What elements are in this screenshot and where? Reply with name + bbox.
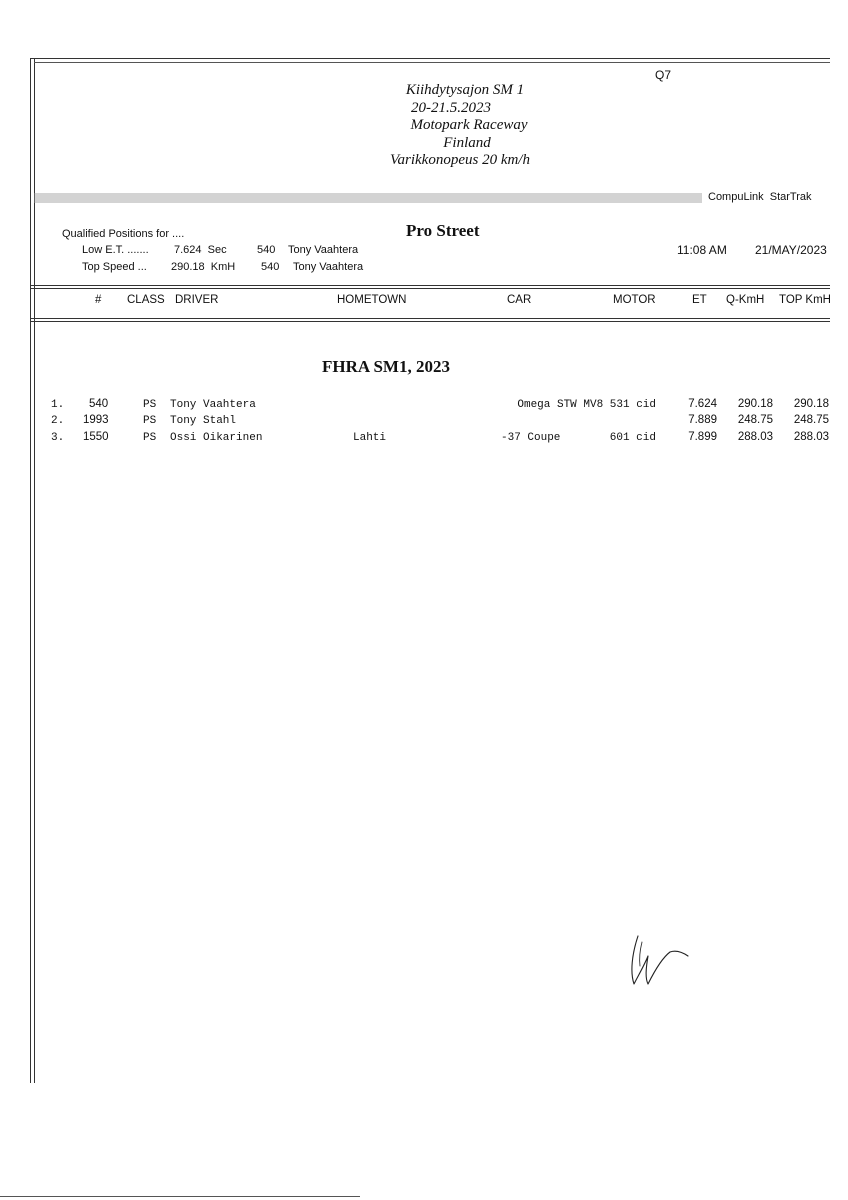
result-q-kmh: 290.18 — [737, 398, 773, 410]
event-pit-speed: Varikkonopeus 20 km/h — [390, 152, 530, 168]
low-et-label: Low E.T. ....... — [82, 244, 149, 256]
result-car-number: 540 — [89, 398, 109, 410]
column-header-motor: MOTOR — [613, 294, 656, 306]
result-top-kmh: 248.75 — [793, 414, 829, 426]
class-title: Pro Street — [406, 221, 480, 240]
column-header-car: CAR — [507, 294, 532, 306]
result-class: PS — [143, 415, 157, 427]
low-et-value: 7.624 Sec — [174, 244, 227, 256]
report-time: 11:08 AM — [677, 243, 727, 257]
column-header-driver: DRIVER — [175, 294, 219, 306]
low-et-car-number: 540 — [257, 244, 276, 256]
result-driver: Ossi Oikarinen — [170, 432, 263, 444]
result-et: 7.889 — [688, 414, 717, 426]
top-speed-driver: Tony Vaahtera — [293, 261, 364, 273]
page-bottom-line — [0, 1196, 360, 1197]
frame-line-left-outer — [30, 58, 31, 1083]
event-dates: 20-21.5.2023 — [411, 99, 491, 116]
result-q-kmh: 288.03 — [737, 431, 773, 443]
result-top-kmh: 290.18 — [793, 398, 829, 410]
result-q-kmh: 248.75 — [737, 414, 773, 426]
report-code: Q7 — [655, 68, 672, 82]
result-driver: Tony Stahl — [170, 415, 237, 427]
result-car-number: 1550 — [83, 431, 109, 443]
column-header-q-kmh: Q-KmH — [726, 294, 765, 306]
top-speed-value: 290.18 KmH — [171, 261, 236, 273]
result-hometown: Lahti — [353, 432, 387, 444]
result-car-number: 1993 — [83, 414, 109, 426]
low-et-driver: Tony Vaahtera — [288, 244, 359, 256]
report-date: 21/MAY/2023 — [755, 243, 827, 257]
dotted-separator — [34, 193, 702, 203]
handwritten-signature — [618, 928, 708, 998]
section-title: FHRA SM1, 2023 — [322, 357, 450, 376]
header-rule-bottom — [30, 318, 830, 319]
frame-line-left-inner — [34, 58, 35, 1083]
top-speed-car-number: 540 — [261, 261, 280, 273]
result-motor: 601 cid — [609, 432, 656, 444]
event-header — [250, 82, 670, 170]
result-et: 7.899 — [688, 431, 717, 443]
column-header-et: ET — [692, 294, 707, 306]
result-position: 2. — [51, 415, 65, 427]
column-header-class: CLASS — [127, 294, 165, 306]
qualified-title: Qualified Positions for .... — [62, 228, 185, 240]
result-driver: Tony Vaahtera — [170, 399, 256, 411]
event-venue: Motopark Raceway — [410, 117, 528, 133]
result-car: -37 Coupe — [501, 432, 561, 444]
column-header-hometown: HOMETOWN — [337, 294, 407, 306]
event-country: Finland — [443, 134, 491, 151]
result-class: PS — [143, 432, 157, 444]
software-brand: CompuLink StarTrak — [708, 191, 812, 203]
header-rule-top — [30, 285, 830, 286]
result-position: 3. — [51, 432, 65, 444]
column-header-number: # — [95, 294, 102, 306]
header-rule-top-2 — [30, 288, 830, 289]
result-class: PS — [143, 399, 157, 411]
result-et: 7.624 — [688, 398, 717, 410]
result-top-kmh: 288.03 — [793, 431, 829, 443]
top-speed-label: Top Speed ... — [82, 261, 147, 273]
frame-line-top-inner — [34, 62, 830, 63]
result-motor: Omega STW MV8 531 cid — [517, 399, 656, 411]
event-name: Kiihdytysajon SM 1 — [405, 82, 525, 98]
frame-line-top-outer — [30, 58, 830, 59]
result-position: 1. — [51, 399, 65, 411]
column-header-top-kmh: TOP KmH — [779, 294, 831, 306]
header-rule-bottom-2 — [30, 321, 830, 322]
